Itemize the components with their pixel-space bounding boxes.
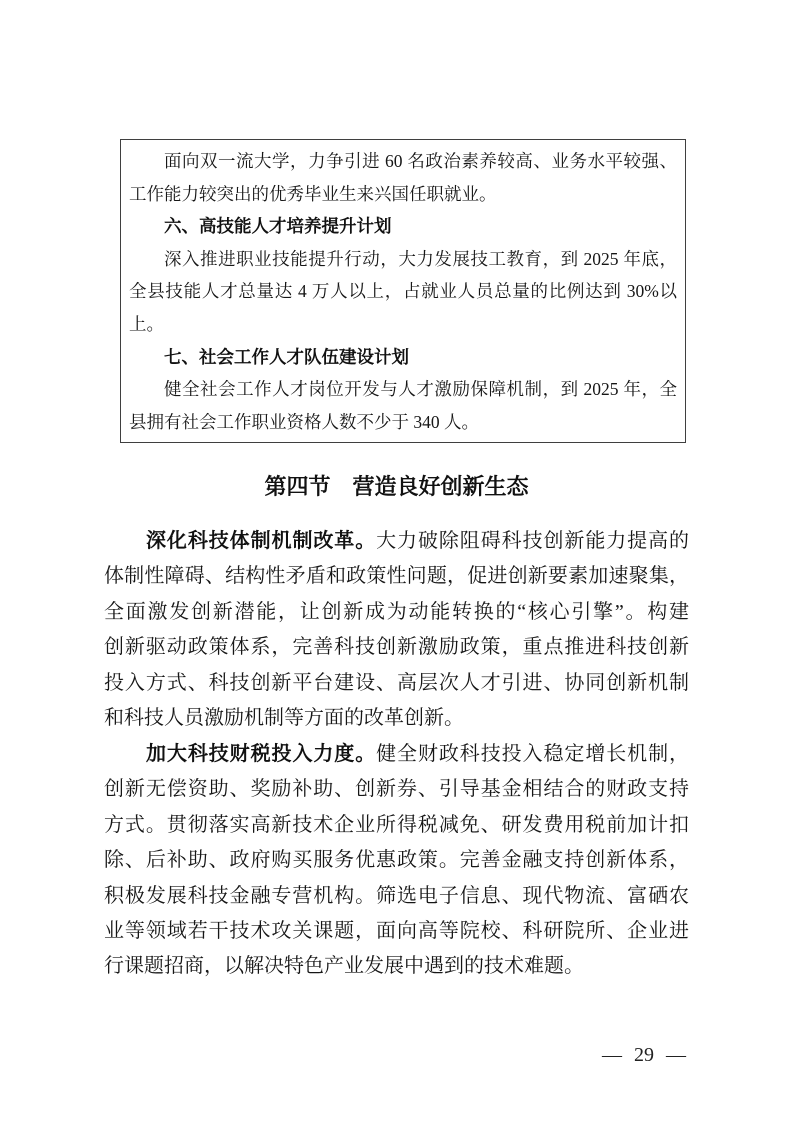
body-line [104,524,689,559]
body-line [104,737,689,772]
section-title: 营造良好创新生态 [352,474,529,499]
box-text-line: 全县技能人才总量达 4 万人以上，占就业人员总量的比例达到 30%以 [129,281,677,302]
box-text-line: 工作能力较突出的优秀毕业生来兴国任职就业。 [129,183,497,204]
page-number: 29 [634,1044,654,1066]
box-text-line: 深入推进职业技能提升行动，大力发展技工教育，到 2025 年底， [164,248,677,269]
body-line: 体制性障碍、结构性矛盾和政策性问题，促进创新要素加速聚集， [104,565,689,588]
body-line: 投入方式、科技创新平台建设、高层次人才引进、协同创新机制 [104,671,689,694]
body-line: 全面激发创新潜能，让创新成为动能转换的“核心引擎”。构建 [104,600,689,623]
body-line: 除、后补助、政府购买服务优惠政策。完善金融支持创新体系， [104,849,689,872]
section-heading [0,470,793,504]
box-text-line: 面向双一流大学，力争引进 60 名政治素养较高、业务水平较强、 [164,151,677,171]
body-line: 方式。贯彻落实高新技术企业所得税减免、研发费用税前加计扣 [104,813,689,836]
body-line: 行课题招商，以解决特色产业发展中遇到的技术难题。 [104,955,584,978]
body-line: 业等领域若干技术攻关课题，面向高等院校、科研院所、企业进 [104,919,689,942]
section-number: 第四节 [264,474,331,499]
box-subheading-7: 七、社会工作人才队伍建设计划 [164,346,409,367]
body-text: 健全财政科技投入稳定增长机制， [376,743,690,765]
excerpt-box [120,139,686,443]
body-line: 创新无偿资助、奖励补助、创新券、引导基金相结合的财政支持 [104,778,689,801]
paragraph-2 [104,737,689,985]
body-line: 和科技人员激励机制等方面的改革创新。 [104,706,464,729]
footer-dash-right: — [666,1044,686,1066]
footer-dash-left: — [602,1044,622,1066]
paragraph-2-lead: 加大科技财税投入力度。 [146,743,377,765]
paragraph-1 [104,524,689,736]
box-text-line: 上。 [129,313,164,334]
box-text-line: 健全社会工作人才岗位开发与人才激励保障机制，到 2025 年，全 [164,379,677,400]
box-text-line: 县拥有社会工作职业资格人数不少于 340 人。 [129,411,479,432]
body-text: 大力破除阻碍科技创新能力提高的 [376,530,690,552]
box-subheading-6: 六、高技能人才培养提升计划 [164,216,392,237]
page-number-footer [602,1041,686,1069]
body-line: 积极发展科技金融专营机构。筛选电子信息、现代物流、富硒农 [104,884,689,907]
paragraph-1-lead: 深化科技体制机制改革。 [146,530,377,552]
body-line: 创新驱动政策体系，完善科技创新激励政策，重点推进科技创新 [104,636,689,659]
